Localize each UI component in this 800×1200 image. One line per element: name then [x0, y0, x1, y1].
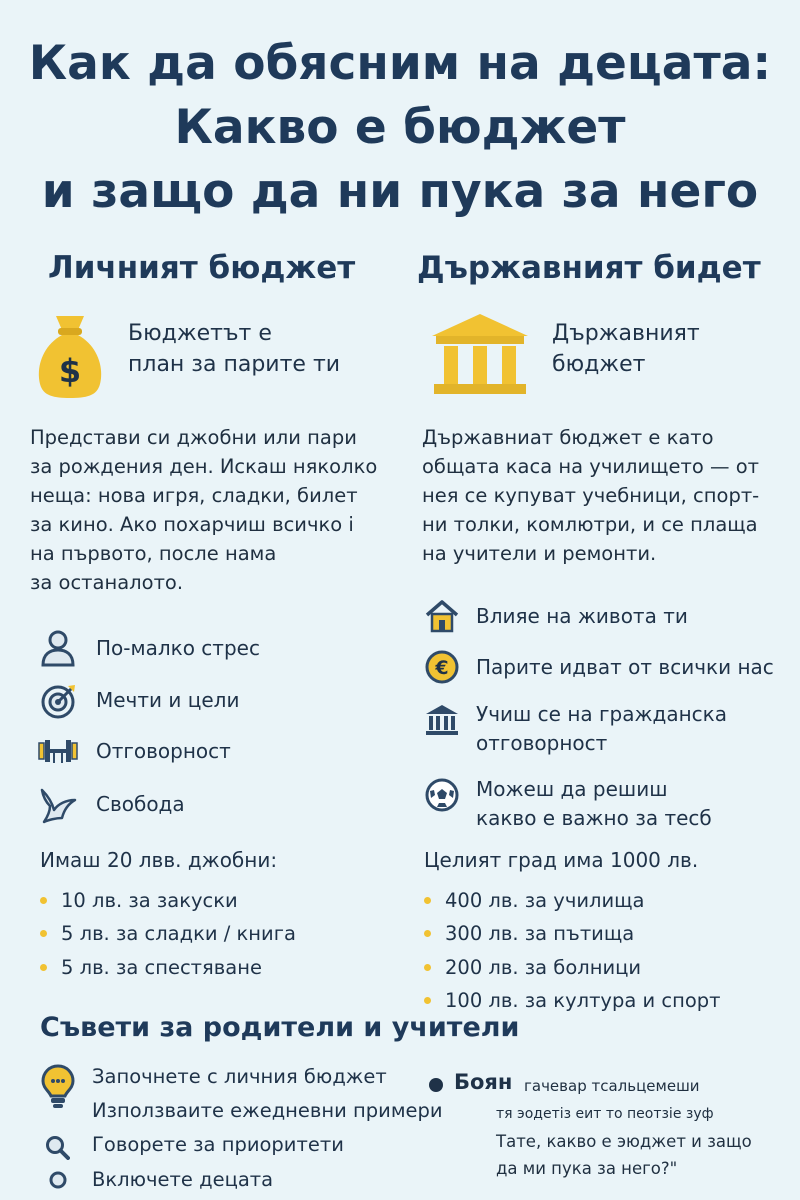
speaker-dot-icon [428, 1077, 444, 1093]
benefit-civic-responsibility: Учиш се на гражданска отговорност [422, 700, 727, 758]
soccer-ball-icon [422, 775, 462, 815]
lightbulb-icon [40, 1063, 76, 1109]
tip-item: Използваите ежедневни примери [92, 1099, 443, 1122]
personal-paragraph: Представи си джобни или пари за рождения ден. Искаш няколко неща: нова игря, сладки, билет за кино. Ако похарчиш всичко і на първото, после нама за останалото. [30, 426, 378, 594]
euro-icon [422, 647, 462, 687]
list-item: 200 лв. за болници [424, 956, 641, 979]
bullet-dot [424, 964, 431, 971]
benefit-affects-life: Влияе на живота ти [422, 596, 688, 636]
tips-heading: Съвети за родители и учители [40, 1012, 520, 1043]
benefit-decide-important: Можеш да решиш какво е важно за тесб [422, 775, 712, 833]
bullet-dot [40, 964, 47, 971]
list-item: 400 лв. за училища [424, 889, 644, 912]
bank-building-icon [428, 312, 532, 398]
personal-heading: Личният бюджет [48, 250, 356, 286]
target-icon [38, 680, 78, 720]
quote-line-2: тя эодетіз еит то пеотзіе зуф [496, 1106, 714, 1122]
quote-author: Боян [454, 1070, 513, 1094]
house-icon [422, 596, 462, 636]
page-title [0, 32, 800, 224]
person-icon [38, 628, 78, 668]
benefit-responsibility: Отговорност [38, 731, 231, 771]
list-item: 5 лв. за сладки / книга [40, 922, 296, 945]
quote-line-4: да ми пука за него?" [496, 1159, 678, 1178]
state-heading: Държавният бидет [417, 250, 761, 286]
bullet-dot [40, 930, 47, 937]
title-line-3: и защо да ни пука за него [41, 164, 759, 219]
state-lead: Държавният бюджет [552, 321, 700, 377]
bullet-dot [424, 897, 431, 904]
money-bag-icon [34, 312, 106, 400]
list-item: 300 лв. за пътища [424, 922, 634, 945]
list-item: 100 лв. за култура и спорт [424, 989, 721, 1012]
list-item: 5 лв. за спестяване [40, 956, 262, 979]
svg-text:€: € [435, 657, 449, 679]
tip-item: Говорете за приоритети [92, 1133, 344, 1156]
bullet-dot [40, 897, 47, 904]
benefit-freedom: Свобода [38, 784, 185, 824]
personal-lead: Бюджетът е план за парите ти [128, 321, 341, 377]
personal-example-title: Имаш 20 лвв. джобни: [40, 848, 278, 872]
magnifier-icon [44, 1134, 70, 1160]
dumbbell-icon [38, 731, 78, 771]
bullet-dot [424, 997, 431, 1004]
list-item: 10 лв. за закуски [40, 889, 238, 912]
benefit-dreams-goals: Мечти и цели [38, 680, 239, 720]
benefit-less-stress: По-малко стрес [38, 628, 260, 668]
tip-item: Включете децата [92, 1168, 274, 1191]
quote-line-1: гачевар тсальцемеши [524, 1077, 700, 1095]
state-paragraph: Държавниат бюджет е като общата каса на училището — от нея се купуват учебници, спорт- ни толки, комлютри, и се плаща на учители и ремонти. [422, 426, 760, 565]
benefit-money-from-all: € Парите идват от всички нас [422, 647, 774, 687]
bullet-dot [424, 930, 431, 937]
tip-item: Започнете с личния бюджет [92, 1065, 387, 1088]
circle-icon [48, 1170, 68, 1190]
institution-icon [422, 700, 462, 740]
state-example-title: Целият град има 1000 лв. [424, 848, 699, 872]
svg-text:$: $ [58, 352, 82, 390]
title-line-1: Как да обясним на децата: [28, 36, 772, 91]
title-line-2: Какво е бюджет [174, 100, 626, 155]
bird-icon [38, 784, 78, 824]
quote-line-3: Тате, какво е эюджет и защо [496, 1132, 752, 1151]
